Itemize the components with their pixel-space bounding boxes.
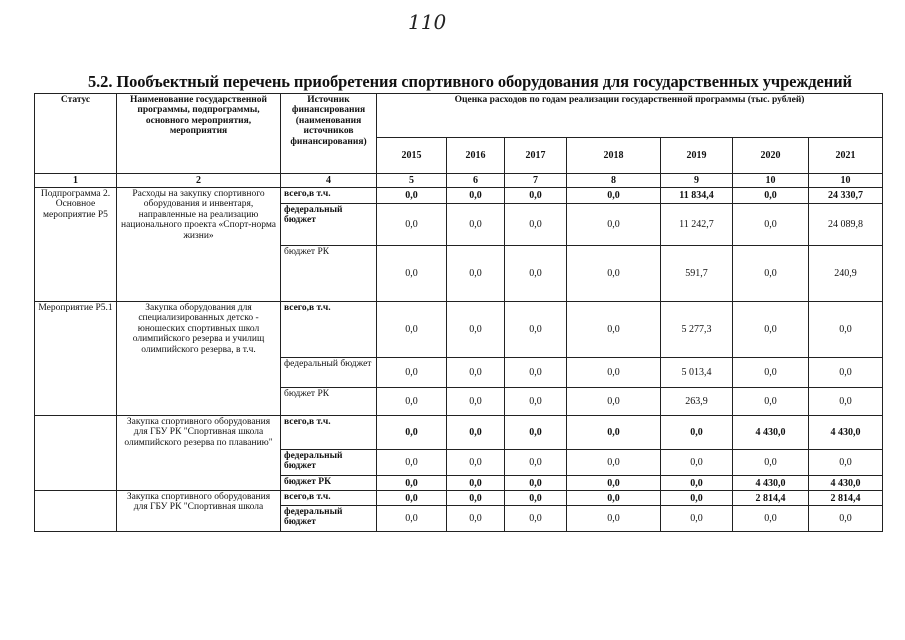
value-cell: 0,0 [447,388,505,416]
value-cell: 0,0 [567,388,661,416]
column-number: 8 [567,174,661,188]
status-cell [35,416,117,491]
table-row [35,188,883,204]
value-cell: 0,0 [505,416,567,450]
value-cell: 0,0 [567,450,661,476]
value-cell: 0,0 [567,506,661,532]
status-cell [35,491,117,532]
value-cell: 0,0 [809,302,883,358]
budget-table [34,93,883,532]
value-cell: 0,0 [447,476,505,491]
value-cell: 11 834,4 [661,188,733,204]
value-cell: 0,0 [377,246,447,302]
source-cell: всего,в т.ч. [281,491,377,506]
column-number: 9 [661,174,733,188]
value-cell: 0,0 [809,388,883,416]
value-cell: 0,0 [447,358,505,388]
value-cell: 0,0 [377,388,447,416]
value-cell: 0,0 [447,246,505,302]
value-cell: 0,0 [661,476,733,491]
header-year-2015: 2015 [377,138,447,174]
source-cell: бюджет РК [281,246,377,302]
name-cell: Закупка спортивного оборудования для ГБУ РК "Спортивная школа [117,491,281,532]
column-number: 10 [733,174,809,188]
header-year-2018: 2018 [567,138,661,174]
value-cell: 0,0 [377,491,447,506]
header-year-2021: 2021 [809,138,883,174]
value-cell: 0,0 [733,358,809,388]
source-cell: федеральный бюджет [281,450,377,476]
value-cell: 0,0 [505,204,567,246]
column-number: 4 [281,174,377,188]
value-cell: 0,0 [661,416,733,450]
value-cell: 0,0 [447,450,505,476]
column-number: 6 [447,174,505,188]
value-cell: 0,0 [733,302,809,358]
header-year-2017: 2017 [505,138,567,174]
value-cell: 0,0 [733,388,809,416]
value-cell: 0,0 [733,188,809,204]
value-cell: 0,0 [567,476,661,491]
value-cell: 0,0 [733,204,809,246]
value-cell: 4 430,0 [809,476,883,491]
source-cell: всего,в т.ч. [281,188,377,204]
header-estimate: Оценка расходов по годам реализации государственной программы (тыс. рублей) [377,94,883,138]
value-cell: 0,0 [505,302,567,358]
value-cell: 0,0 [447,302,505,358]
value-cell: 0,0 [567,246,661,302]
value-cell: 0,0 [377,416,447,450]
table-row [35,416,883,450]
status-cell: Мероприятие Р5.1 [35,302,117,416]
value-cell: 0,0 [567,491,661,506]
value-cell: 0,0 [377,204,447,246]
value-cell: 0,0 [447,416,505,450]
value-cell: 0,0 [377,476,447,491]
source-cell: федеральный бюджет [281,204,377,246]
document-title: 5.2. Пообъектный перечень приобретения спортивного оборудования для государственных учреждений [88,72,852,91]
value-cell: 0,0 [567,302,661,358]
value-cell: 0,0 [809,358,883,388]
value-cell: 263,9 [661,388,733,416]
value-cell: 0,0 [567,204,661,246]
value-cell: 24 089,8 [809,204,883,246]
value-cell: 4 430,0 [733,416,809,450]
value-cell: 0,0 [661,450,733,476]
source-cell: всего,в т.ч. [281,416,377,450]
column-number-row [35,174,883,188]
table-row [35,491,883,506]
name-cell: Расходы на закупку спортивного оборудования и инвентаря, направленные на реализацию национального проекта «Спорт-норма жизни» [117,188,281,302]
value-cell: 0,0 [661,491,733,506]
value-cell: 0,0 [809,450,883,476]
name-cell: Закупка оборудования для специализированных детско - юношеских спортивных школ олимпийского резерва и училищ олимпийского резерва, в т.ч. [117,302,281,416]
status-cell: Подпрограмма 2. Основное мероприятие Р5 [35,188,117,302]
value-cell: 0,0 [505,246,567,302]
value-cell: 4 430,0 [809,416,883,450]
value-cell: 24 330,7 [809,188,883,204]
value-cell: 0,0 [377,302,447,358]
column-number: 1 [35,174,117,188]
value-cell: 240,9 [809,246,883,302]
value-cell: 11 242,7 [661,204,733,246]
table-row [35,302,883,358]
value-cell: 0,0 [505,476,567,491]
source-cell: бюджет РК [281,388,377,416]
value-cell: 0,0 [733,246,809,302]
value-cell: 0,0 [505,450,567,476]
source-cell: всего,в т.ч. [281,302,377,358]
value-cell: 0,0 [733,506,809,532]
value-cell: 0,0 [733,450,809,476]
value-cell: 0,0 [377,506,447,532]
value-cell: 0,0 [505,506,567,532]
column-number: 10 [809,174,883,188]
value-cell: 0,0 [567,188,661,204]
column-number: 5 [377,174,447,188]
header-status: Статус [35,94,117,174]
header-year-2020: 2020 [733,138,809,174]
value-cell: 0,0 [505,358,567,388]
header-name: Наименование государственной программы, подпрограммы, основного мероприятия, мероприятия [117,94,281,174]
header-year-2016: 2016 [447,138,505,174]
value-cell: 4 430,0 [733,476,809,491]
source-cell: федеральный бюджет [281,506,377,532]
name-cell: Закупка спортивного оборудования для ГБУ РК "Спортивная школа олимпийского резерва по плаванию" [117,416,281,491]
header-source: Источник финансирования (наименования источников финансирования) [281,94,377,174]
value-cell: 0,0 [447,506,505,532]
value-cell: 0,0 [567,416,661,450]
value-cell: 0,0 [567,358,661,388]
value-cell: 0,0 [377,450,447,476]
source-cell: бюджет РК [281,476,377,491]
value-cell: 0,0 [505,188,567,204]
value-cell: 5 013,4 [661,358,733,388]
value-cell: 0,0 [447,188,505,204]
value-cell: 0,0 [505,491,567,506]
column-number: 2 [117,174,281,188]
value-cell: 0,0 [377,358,447,388]
value-cell: 0,0 [447,204,505,246]
value-cell: 2 814,4 [809,491,883,506]
column-number: 7 [505,174,567,188]
page-number: 110 [408,10,447,34]
value-cell: 0,0 [377,188,447,204]
value-cell: 5 277,3 [661,302,733,358]
value-cell: 0,0 [661,506,733,532]
value-cell: 0,0 [505,388,567,416]
header-year-2019: 2019 [661,138,733,174]
value-cell: 2 814,4 [733,491,809,506]
value-cell: 0,0 [447,491,505,506]
value-cell: 0,0 [809,506,883,532]
source-cell: федеральный бюджет [281,358,377,388]
value-cell: 591,7 [661,246,733,302]
